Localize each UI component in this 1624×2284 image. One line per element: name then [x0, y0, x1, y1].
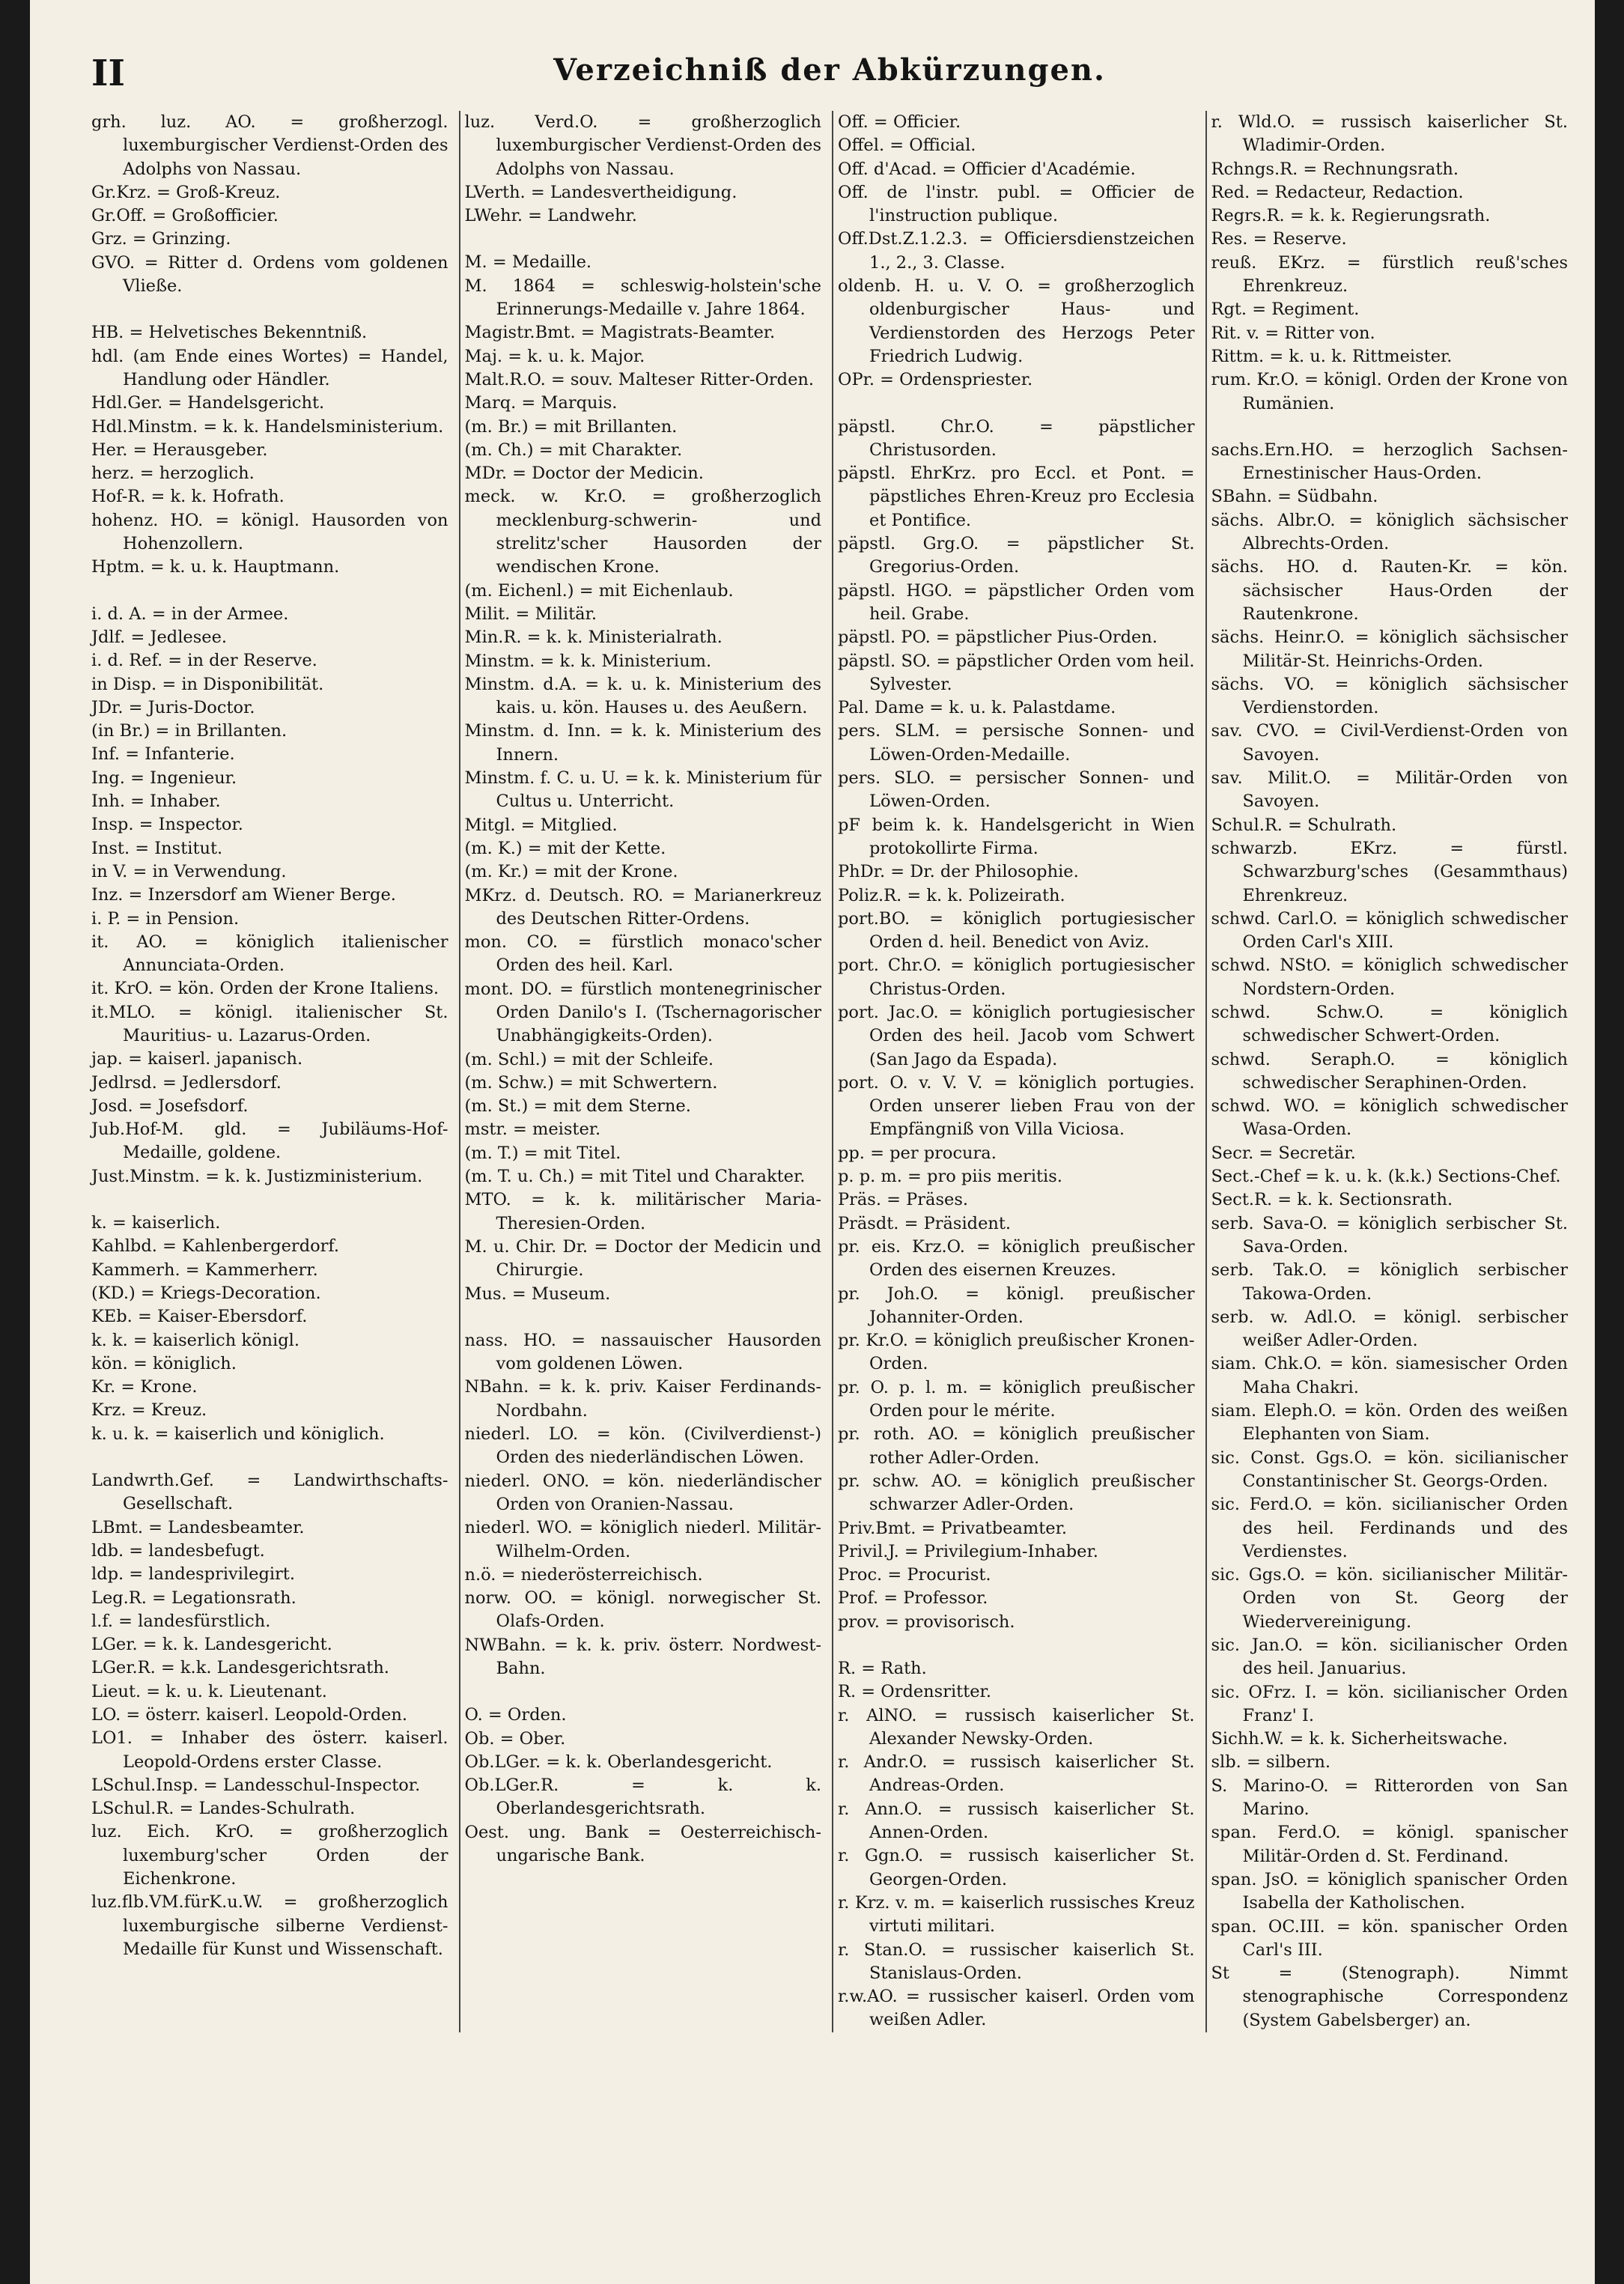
abbreviation-entry: St = (Stenograph). Nimmt stenographische Correspondenz (System Gabelsberger) an.	[1211, 1963, 1568, 2030]
abbreviation-entry: Mus. = Museum.	[464, 1284, 611, 1304]
abbreviation-entry: Just.Minstm. = k. k. Justizministerium.	[91, 1166, 423, 1186]
abbreviation-entry: (m. Ch.) = mit Charakter.	[464, 440, 683, 460]
abbreviation-entry: Milit. = Militär.	[464, 604, 597, 624]
abbreviation-entry: Hdl.Ger. = Handelsgericht.	[91, 393, 325, 413]
abbreviation-entry: Poliz.R. = k. k. Polizeirath.	[838, 885, 1065, 905]
abbreviation-entry: R. = Rath.	[838, 1659, 927, 1678]
section-gap	[91, 580, 448, 603]
abbreviation-entry: n.ö. = niederösterreichisch.	[464, 1564, 703, 1585]
abbreviation-entry: Off. = Officier.	[838, 112, 961, 132]
abbreviation-entry: (m. Kr.) = mit der Krone.	[464, 862, 678, 882]
abbreviation-entry: Off. de l'instr. publ. = Officier de l'instruction publique.	[838, 182, 1195, 226]
abbreviation-entry: serb. w. Adl.O. = königl. serbischer weißer Adler-Orden.	[1211, 1307, 1568, 1351]
column-1	[91, 111, 448, 2032]
abbreviation-entry: Mitgl. = Mitglied.	[464, 815, 618, 835]
abbreviation-entry: Krz. = Kreuz.	[91, 1400, 207, 1421]
abbreviation-entry: Priv.Bmt. = Privatbeamter.	[838, 1518, 1068, 1538]
abbreviation-entry: päpstl. Chr.O. = päpstlicher Christusorden.	[838, 416, 1195, 460]
abbreviation-entry: S. Marino-O. = Ritterorden von San Marino.	[1211, 1776, 1568, 1820]
abbreviation-entry: span. Ferd.O. = königl. spanischer Militär-Orden d. St. Ferdinand.	[1211, 1823, 1568, 1866]
abbreviation-entry: sic. Ggs.O. = kön. sicilianischer Militär-Orden von St. Georg der Wiedervereinigung.	[1211, 1565, 1568, 1632]
abbreviation-entry: jap. = kaiserl. japanisch.	[91, 1049, 303, 1069]
abbreviation-entry: hohenz. HO. = königl. Hausorden von Hohenzollern.	[91, 510, 448, 554]
abbreviation-entry: Lieut. = k. u. k. Lieutenant.	[91, 1681, 327, 1701]
abbreviation-entry: Minstm. = k. k. Ministerium.	[464, 651, 712, 671]
abbreviation-entry: port. Jac.O. = königlich portugiesischer Orden des heil. Jacob vom Schwert (San Jago da Espada).	[838, 1002, 1195, 1069]
abbreviation-entry: Landwrth.Gef. = Landwirthschafts-Gesellschaft.	[91, 1471, 448, 1514]
abbreviation-entry: luz. Eich. KrO. = großherzoglich luxemburg'scher Orden der Eichenkrone.	[91, 1822, 448, 1889]
abbreviation-entry: Privil.J. = Privilegium-Inhaber.	[838, 1541, 1098, 1561]
abbreviation-entry: serb. Tak.O. = königlich serbischer Takowa-Orden.	[1211, 1260, 1568, 1304]
abbreviation-entry: r. AlNO. = russisch kaiserlicher St. Alexander Newsky-Orden.	[838, 1705, 1195, 1749]
abbreviation-entry: Red. = Redacteur, Redaction.	[1211, 182, 1464, 202]
abbreviation-entry: Malt.R.O. = souv. Malteser Ritter-Orden.	[464, 369, 815, 389]
abbreviation-entry: in Disp. = in Disponibilität.	[91, 674, 324, 694]
abbreviation-entry: luz.flb.VM.fürK.u.W. = großherzoglich luxemburgische silberne Verdienst-Medaille für Kunst und Wissenschaft.	[91, 1892, 448, 1959]
abbreviation-entry: mont. DO. = fürstlich montenegrinischer Orden Danilo's I. (Tschernagorischer Unabhängigkeits-Orden).	[464, 979, 821, 1046]
abbreviation-entry: r. Stan.O. = russischer kaiserlich St. Stanislaus-Orden.	[838, 1940, 1195, 1983]
abbreviation-entry: Ob. = Ober.	[464, 1728, 566, 1749]
abbreviation-entry: herz. = herzoglich.	[91, 464, 255, 484]
abbreviation-entry: Hdl.Minstm. = k. k. Handelsministerium.	[91, 416, 444, 437]
abbreviation-entry: span. OC.III. = kön. spanischer Orden Carl's III.	[1211, 1916, 1568, 1960]
page-header	[91, 52, 1568, 111]
abbreviation-entry: Rchngs.R. = Rechnungsrath.	[1211, 159, 1459, 179]
abbreviation-entry: grh. luz. AO. = großherzogl. luxemburgischer Verdienst-Orden des Adolphs von Nassau.	[91, 112, 448, 179]
section-gap	[91, 1446, 448, 1469]
abbreviation-entry: schwarzb. EKrz. = fürstl. Schwarzburg'sches (Gesammthaus) Ehrenkreuz.	[1211, 838, 1568, 905]
abbreviation-entry: sachs.Ern.HO. = herzoglich Sachsen-Ernestinischer Haus-Orden.	[1211, 440, 1568, 484]
abbreviation-entry: schwd. NStO. = königlich schwedischer Nordstern-Orden.	[1211, 956, 1568, 999]
abbreviation-entry: Grz. = Grinzing.	[91, 229, 231, 249]
abbreviation-entry: ldp. = landesprivilegirt.	[91, 1564, 295, 1585]
abbreviation-entry: (m. T. u. Ch.) = mit Titel und Charakter.	[464, 1167, 806, 1187]
abbreviation-entry: r. Wld.O. = russisch kaiserlicher St. Wladimir-Orden.	[1211, 112, 1568, 156]
abbreviation-entry: LWehr. = Landwehr.	[464, 206, 637, 226]
abbreviation-entry: pr. roth. AO. = königlich preußischer rother Adler-Orden.	[838, 1424, 1195, 1468]
abbreviation-entry: Res. = Reserve.	[1211, 229, 1347, 249]
abbreviation-entry: Off.Dst.Z.1.2.3. = Officiersdienstzeichen 1., 2., 3. Classe.	[838, 229, 1195, 273]
abbreviation-entry: Inz. = Inzersdorf am Wiener Berge.	[91, 885, 396, 905]
abbreviation-entry: Minstm. d. Inn. = k. k. Ministerium des Innern.	[464, 721, 821, 765]
abbreviation-entry: pF beim k. k. Handelsgericht in Wien protokollirte Firma.	[838, 815, 1195, 858]
abbreviation-entry: NWBahn. = k. k. priv. österr. Nordwest-Bahn.	[464, 1635, 821, 1678]
abbreviation-entry: Secr. = Secretär.	[1211, 1143, 1356, 1163]
abbreviation-entry: pers. SLM. = persische Sonnen- und Löwen-Orden-Medaille.	[838, 721, 1195, 765]
abbreviation-entry: port. O. v. V. V. = königlich portugies. Orden unserer lieben Frau von der Empfängniß von Villa Viciosa.	[838, 1072, 1195, 1140]
abbreviation-entry: sic. Jan.O. = kön. sicilianischer Orden des heil. Januarius.	[1211, 1635, 1568, 1679]
abbreviation-entry: LVerth. = Landesvertheidigung.	[464, 182, 738, 202]
abbreviation-entry: Präsdt. = Präsident.	[838, 1213, 1012, 1233]
abbreviation-entry: span. JsO. = königlich spanischer Orden Isabella der Katholischen.	[1211, 1869, 1568, 1913]
abbreviation-entry: pers. SLO. = persischer Sonnen- und Löwen-Orden.	[838, 768, 1195, 812]
section-gap	[838, 392, 1195, 416]
abbreviation-entry: Ob.LGer.R. = k. k. Oberlandesgerichtsrath.	[464, 1776, 821, 1819]
abbreviation-entry: Ing. = Ingenieur.	[91, 768, 237, 788]
abbreviation-entry: i. d. A. = in der Armee.	[91, 604, 289, 624]
abbreviation-entry: HB. = Helvetisches Bekenntniß.	[91, 323, 368, 343]
abbreviation-entry: JDr. = Juris-Doctor.	[91, 697, 255, 717]
abbreviation-entry: MDr. = Doctor der Medicin.	[464, 464, 704, 484]
abbreviation-entry: Hptm. = k. u. k. Hauptmann.	[91, 557, 340, 577]
abbreviation-entry: sächs. HO. d. Rauten-Kr. = kön. sächsischer Haus-Orden der Rautenkrone.	[1211, 557, 1568, 624]
abbreviation-entry: pr. eis. Krz.O. = königlich preußischer Orden des eisernen Kreuzes.	[838, 1236, 1195, 1281]
abbreviation-entry: Sect.-Chef = k. u. k. (k.k.) Sections-Chef.	[1211, 1167, 1561, 1187]
abbreviation-entry: luz. Verd.O. = großherzoglich luxemburgischer Verdienst-Orden des Adolphs von Nassau.	[464, 112, 821, 179]
abbreviation-entry: LGer.R. = k.k. Landesgerichtsrath.	[91, 1658, 389, 1678]
abbreviation-entry: pr. Joh.O. = königl. preußischer Johanniter-Orden.	[838, 1284, 1195, 1327]
abbreviation-entry: Jdlf. = Jedlesee.	[91, 627, 228, 647]
abbreviation-entry: Proc. = Procurist.	[838, 1565, 991, 1585]
abbreviation-entry: Insp. = Inspector.	[91, 815, 243, 835]
abbreviation-entry: ldb. = landesbefugt.	[91, 1540, 265, 1561]
abbreviation-entry: (m. K.) = mit der Kette.	[464, 838, 666, 858]
abbreviation-entry: Off. d'Acad. = Officier d'Académie.	[838, 159, 1136, 179]
abbreviation-entry: Offel. = Official.	[838, 136, 976, 156]
abbreviation-entry: Maj. = k. u. k. Major.	[464, 346, 645, 366]
abbreviation-entry: Regrs.R. = k. k. Regierungsrath.	[1211, 206, 1491, 226]
abbreviation-entry: sav. Milit.O. = Militär-Orden von Savoyen.	[1211, 768, 1568, 812]
abbreviation-entry: Rit. v. = Ritter von.	[1211, 323, 1375, 343]
abbreviation-entry: sic. OFrz. I. = kön. sicilianischer Orden Franz' I.	[1211, 1682, 1568, 1725]
abbreviation-entry: M. = Medaille.	[464, 252, 592, 273]
abbreviation-entry: Minstm. f. C. u. U. = k. k. Ministerium für Cultus u. Unterricht.	[464, 768, 821, 812]
abbreviation-entry: LBmt. = Landesbeamter.	[91, 1517, 305, 1537]
abbreviation-entry: Präs. = Präses.	[838, 1190, 969, 1210]
abbreviation-entry: niederl. WO. = königlich niederl. Militär-Wilhelm-Orden.	[464, 1518, 821, 1561]
abbreviation-entry: sächs. Heinr.O. = königlich sächsischer Militär-St. Heinrichs-Orden.	[1211, 628, 1568, 671]
abbreviation-entry: Rittm. = k. u. k. Rittmeister.	[1211, 346, 1453, 366]
abbreviation-entry: (m. St.) = mit dem Sterne.	[464, 1096, 691, 1117]
abbreviation-entry: OPr. = Ordenspriester.	[838, 370, 1033, 390]
abbreviation-entry: mon. CO. = fürstlich monaco'scher Orden des heil. Karl.	[464, 932, 821, 976]
abbreviation-entry: k. = kaiserlich.	[91, 1213, 221, 1233]
abbreviation-entry: in V. = in Verwendung.	[91, 861, 287, 881]
abbreviation-entry: Marq. = Marquis.	[464, 393, 618, 413]
abbreviation-entry: siam. Chk.O. = kön. siamesischer Orden Maha Chakri.	[1211, 1354, 1568, 1397]
abbreviation-entry: pp. = per procura.	[838, 1143, 997, 1163]
abbreviation-entry: hdl. (am Ende eines Wortes) = Handel, Handlung oder Händler.	[91, 346, 448, 389]
abbreviation-entry: Rgt. = Regiment.	[1211, 300, 1360, 320]
abbreviation-entry: p. p. m. = pro piis meritis.	[838, 1167, 1062, 1187]
abbreviation-entry: it. KrO. = kön. Orden der Krone Italiens.	[91, 979, 440, 999]
abbreviation-entry: Josd. = Josefsdorf.	[91, 1096, 249, 1116]
abbreviation-entry: i. d. Ref. = in der Reserve.	[91, 651, 317, 671]
abbreviation-entry: päpstl. HGO. = päpstlicher Orden vom heil. Grabe.	[838, 580, 1195, 624]
abbreviation-entry: l.f. = landesfürstlich.	[91, 1611, 271, 1631]
abbreviation-entry: pr. O. p. l. m. = königlich preußischer Orden pour le mérite.	[838, 1377, 1195, 1421]
abbreviation-entry: r. Ggn.O. = russisch kaiserlicher St. Georgen-Orden.	[838, 1846, 1195, 1889]
abbreviation-entry: meck. w. Kr.O. = großherzoglich mecklenburg-schwerin- und strelitz'scher Hausorden der wendischen Krone.	[464, 487, 821, 577]
abbreviation-entry: port. Chr.O. = königlich portugiesischer Christus-Orden.	[838, 956, 1195, 999]
abbreviation-entry: Gr.Krz. = Groß-Kreuz.	[91, 182, 281, 202]
abbreviation-entry: päpstl. EhrKrz. pro Eccl. et Pont. = päpstliches Ehren-Kreuz pro Ecclesia et Pontifice.	[838, 464, 1195, 530]
abbreviation-entry: Magistr.Bmt. = Magistrats-Beamter.	[464, 323, 776, 343]
abbreviation-entry: slb. = silbern.	[1211, 1752, 1331, 1773]
abbreviation-entry: KEb. = Kaiser-Ebersdorf.	[91, 1307, 308, 1327]
section-gap	[1211, 416, 1569, 439]
abbreviation-entry: (m. Br.) = mit Brillanten.	[464, 416, 678, 437]
section-gap	[465, 228, 822, 251]
abbreviation-entry: Gr.Off. = Großofficier.	[91, 206, 279, 226]
abbreviation-entry: sächs. Albr.O. = königlich sächsischer Albrechts-Orden.	[1211, 510, 1568, 554]
abbreviation-entry: nass. HO. = nassauischer Hausorden vom goldenen Löwen.	[464, 1330, 821, 1374]
abbreviation-entry: port.BO. = königlich portugiesischer Orden d. heil. Benedict von Aviz.	[838, 908, 1195, 953]
page-title: Verzeichniß der Abkürzungen.	[553, 52, 1106, 88]
abbreviation-entry: Kammerh. = Kammerherr.	[91, 1260, 318, 1280]
abbreviation-entry: rum. Kr.O. = königl. Orden der Krone von Rumänien.	[1211, 370, 1568, 413]
abbreviation-entry: Pal. Dame = k. u. k. Palastdame.	[838, 698, 1116, 718]
abbreviation-entry: R. = Ordensritter.	[838, 1682, 991, 1702]
abbreviation-entry: päpstl. SO. = päpstlicher Orden vom heil. Sylvester.	[838, 651, 1195, 694]
abbreviation-entry: niederl. ONO. = kön. niederländischer Orden von Oranien-Nassau.	[464, 1471, 821, 1514]
book-page	[30, 0, 1595, 2284]
abbreviation-entry: k. u. k. = kaiserlich und königlich.	[91, 1424, 385, 1444]
abbreviation-entry: Inh. = Inhaber.	[91, 792, 221, 812]
section-gap	[91, 1188, 448, 1212]
abbreviation-entry: (m. Schw.) = mit Schwertern.	[464, 1072, 718, 1093]
abbreviation-entry: i. P. = in Pension.	[91, 908, 240, 929]
abbreviation-entry: SBahn. = Südbahn.	[1211, 487, 1378, 507]
abbreviation-entry: Sect.R. = k. k. Sectionsrath.	[1211, 1190, 1453, 1210]
abbreviation-entry: it.MLO. = königl. italienischer St. Mauritius- u. Lazarus-Orden.	[91, 1002, 448, 1045]
abbreviation-entry: (in Br.) = in Brillanten.	[91, 721, 288, 741]
abbreviation-entry: Kahlbd. = Kahlenbergerdorf.	[91, 1236, 340, 1257]
abbreviation-entry: PhDr. = Dr. der Philosophie.	[838, 862, 1079, 882]
abbreviation-entry: reuß. EKrz. = fürstlich reuß'sches Ehrenkreuz.	[1211, 252, 1568, 297]
abbreviation-entry: schwd. Schw.O. = königlich schwedischer Schwert-Orden.	[1211, 1002, 1568, 1046]
column-3	[832, 111, 1195, 2032]
abbreviation-entry: NBahn. = k. k. priv. Kaiser Ferdinands-Nordbahn.	[464, 1377, 821, 1421]
section-gap	[465, 1680, 822, 1704]
abbreviation-entry: Inst. = Institut.	[91, 838, 223, 858]
abbreviation-entry: Minstm. d.A. = k. u. k. Ministerium des kais. u. kön. Hauses u. des Aeußern.	[464, 674, 821, 718]
abbreviation-entry: LSchul.R. = Landes-Schulrath.	[91, 1799, 356, 1819]
page-number: II	[91, 52, 125, 94]
abbreviation-entry: O. = Orden.	[464, 1705, 567, 1725]
abbreviation-entry: sic. Const. Ggs.O. = kön. sicilianischer Constantinischer St. Georgs-Orden.	[1211, 1448, 1568, 1491]
abbreviation-entry: r. Andr.O. = russisch kaiserlicher St. Andreas-Orden.	[838, 1752, 1195, 1796]
abbreviation-entry: norw. OO. = königl. norwegischer St. Olafs-Orden.	[464, 1588, 821, 1632]
abbreviation-entry: niederl. LO. = kön. (Civilverdienst-) Orden des niederländischen Löwen.	[464, 1424, 821, 1468]
abbreviation-entry: prov. = provisorisch.	[838, 1612, 1015, 1632]
abbreviation-entry: (m. T.) = mit Titel.	[464, 1143, 621, 1163]
abbreviation-entry: Prof. = Professor.	[838, 1588, 988, 1609]
abbreviation-entry: serb. Sava-O. = königlich serbischer St. Sava-Orden.	[1211, 1213, 1568, 1257]
abbreviation-entry: Min.R. = k. k. Ministerialrath.	[464, 628, 723, 648]
abbreviation-entry: MKrz. d. Deutsch. RO. = Marianerkreuz des Deutschen Ritter-Ordens.	[464, 885, 821, 929]
abbreviation-entry: Sichh.W. = k. k. Sicherheitswache.	[1211, 1729, 1508, 1749]
abbreviation-entry: M. u. Chir. Dr. = Doctor der Medicin und Chirurgie.	[464, 1236, 821, 1281]
abbreviation-entry: Ob.LGer. = k. k. Oberlandesgericht.	[464, 1752, 773, 1772]
abbreviation-entry: LO. = österr. kaiserl. Leopold-Orden.	[91, 1705, 408, 1725]
abbreviation-entry: (m. Eichenl.) = mit Eichenlaub.	[464, 580, 734, 601]
abbreviation-entry: MTO. = k. k. militärischer Maria-Theresien-Orden.	[464, 1190, 821, 1233]
abbreviation-entry: k. k. = kaiserlich königl.	[91, 1330, 299, 1350]
abbreviation-entry: Kr. = Krone.	[91, 1377, 198, 1397]
abbreviation-entry: Hof-R. = k. k. Hofrath.	[91, 487, 285, 507]
abbreviation-entry: LSchul.Insp. = Landesschul-Inspector.	[91, 1775, 421, 1795]
section-gap	[838, 1634, 1195, 1657]
abbreviation-entry: (m. Schl.) = mit der Schleife.	[464, 1049, 714, 1069]
column-2	[459, 111, 822, 2032]
abbreviation-entry: päpstl. Grg.O. = päpstlicher St. Gregorius-Orden.	[838, 534, 1195, 577]
abbreviation-entry: it. AO. = königlich italienischer Annunciata-Orden.	[91, 932, 448, 976]
abbreviation-entry: pr. Kr.O. = königlich preußischer Kronen-Orden.	[838, 1331, 1195, 1374]
abbreviation-entry: schwd. WO. = königlich schwedischer Wasa-Orden.	[1211, 1096, 1568, 1140]
abbreviation-entry: schwd. Carl.O. = königlich schwedischer Orden Carl's XIII.	[1211, 908, 1568, 953]
abbreviation-entry: LO1. = Inhaber des österr. kaiserl. Leopold-Ordens erster Classe.	[91, 1728, 448, 1772]
abbreviation-entry: Schul.R. = Schulrath.	[1211, 815, 1397, 835]
abbreviation-entry: pr. schw. AO. = königlich preußischer schwarzer Adler-Orden.	[838, 1471, 1195, 1515]
abbreviation-entry: r. Krz. v. m. = kaiserlich russisches Kreuz virtuti militari.	[838, 1892, 1195, 1937]
abbreviation-entry: päpstl. PO. = päpstlicher Pius-Orden.	[838, 628, 1158, 648]
column-4	[1205, 111, 1569, 2032]
abbreviation-entry: Oest. ung. Bank = Oesterreichisch-ungarische Bank.	[464, 1822, 821, 1866]
abbreviation-entry: siam. Eleph.O. = kön. Orden des weißen Elephanten von Siam.	[1211, 1401, 1568, 1445]
section-gap	[465, 1306, 822, 1329]
abbreviation-entry: LGer. = k. k. Landesgericht.	[91, 1635, 332, 1655]
abbreviation-entry: schwd. Seraph.O. = königlich schwedischer Seraphinen-Orden.	[1211, 1049, 1568, 1093]
abbreviation-columns	[91, 111, 1568, 2032]
abbreviation-entry: sav. CVO. = Civil-Verdienst-Orden von Savoyen.	[1211, 721, 1568, 765]
abbreviation-entry: Her. = Herausgeber.	[91, 440, 268, 460]
abbreviation-entry: sic. Ferd.O. = kön. sicilianischer Orden des heil. Ferdinands und des Verdienstes.	[1211, 1495, 1568, 1561]
abbreviation-entry: Leg.R. = Legationsrath.	[91, 1588, 296, 1608]
abbreviation-entry: kön. = königlich.	[91, 1353, 237, 1373]
abbreviation-entry: Jub.Hof-M. gld. = Jubiläums-Hof-Medaille, goldene.	[91, 1120, 448, 1163]
abbreviation-entry: (KD.) = Kriegs-Decoration.	[91, 1283, 321, 1303]
abbreviation-entry: GVO. = Ritter d. Ordens vom goldenen Vließe.	[91, 252, 448, 297]
abbreviation-entry: Inf. = Infanterie.	[91, 744, 235, 765]
abbreviation-entry: oldenb. H. u. V. O. = großherzoglich oldenburgischer Haus- und Verdienstorden des Herzogs Peter Friedrich Ludwig.	[838, 276, 1195, 366]
abbreviation-entry: r. Ann.O. = russisch kaiserlicher St. Annen-Orden.	[838, 1799, 1195, 1843]
section-gap	[91, 298, 448, 321]
abbreviation-entry: r.w.AO. = russischer kaiserl. Orden vom weißen Adler.	[838, 1987, 1195, 2030]
abbreviation-entry: M. 1864 = schleswig-holstein'sche Erinnerungs-Medaille v. Jahre 1864.	[464, 276, 821, 320]
abbreviation-entry: mstr. = meister.	[464, 1120, 601, 1140]
abbreviation-entry: sächs. VO. = königlich sächsischer Verdienstorden.	[1211, 674, 1568, 718]
abbreviation-entry: Jedlrsd. = Jedlersdorf.	[91, 1072, 282, 1093]
